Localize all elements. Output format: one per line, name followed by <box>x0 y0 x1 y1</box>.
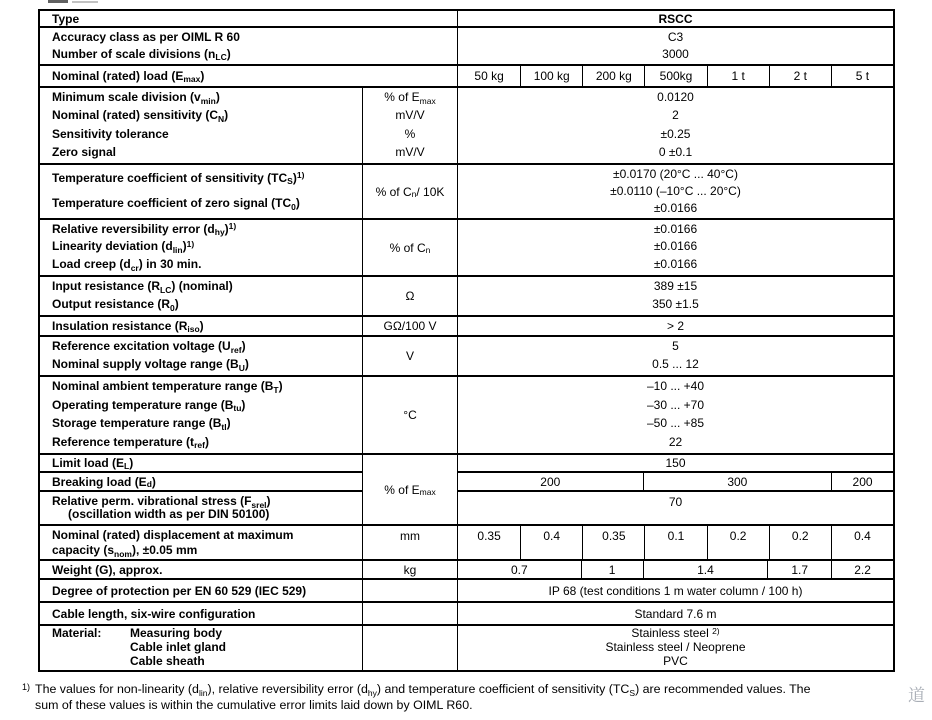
storage-temp-value: –50 ... +85 <box>646 416 705 431</box>
protection-value: IP 68 (test conditions 1 m water column / 100 h) <box>457 580 893 601</box>
linearity-label: Linearity deviation $(d_{lin})^{1)}$ <box>52 238 195 255</box>
load-cell: 200 kg <box>582 66 644 86</box>
tc-zero-value: ±0.0166 <box>653 200 698 215</box>
unit-ohm: Ω <box>362 277 457 315</box>
footnote-line1: The values for non-linearity $(d_{lin})$, relative reversibility error $(d_{hy})$ and temperature coefficient of sensitivity $(TC_S)$ are recommended values. The <box>35 682 811 698</box>
load-cell: 5 t <box>831 66 893 86</box>
section-material <box>40 626 893 670</box>
supply-voltage-value: 0.5 ... 12 <box>652 357 699 371</box>
displacement-cell: 0.4 <box>520 526 582 559</box>
reversibility-value: ±0.0166 <box>653 221 698 236</box>
min-scale-division-value: 0.0120 <box>657 90 694 105</box>
load-cell: 50 kg <box>474 69 504 83</box>
footnote <box>22 681 917 713</box>
tc-sensitivity-value-2: ±0.0110 (–10°C ... 20°C) <box>610 183 741 198</box>
displacement-values <box>458 526 893 559</box>
vibration-label-line2: (oscillation width as per DIN 50100) <box>68 507 270 521</box>
accuracy-class-value: C3 <box>667 29 684 44</box>
unit-pct: % <box>404 126 416 141</box>
reversibility-label: Relative reversibility error $(d_{hy})^{1)}$ <box>52 221 237 238</box>
reference-temp-value: 22 <box>668 434 683 449</box>
nominal-load-label: Nominal (rated) load (E $_{max}$ ) <box>52 69 205 84</box>
row-nominal-load <box>40 66 893 88</box>
material-item-body: Measuring body <box>130 626 223 640</box>
section-resistance <box>40 277 893 317</box>
type-label: Type <box>52 11 80 26</box>
output-resistance-value: 350 ±1.5 <box>652 297 699 311</box>
unit-pct-emax: % of $E_{max}$ <box>384 90 436 106</box>
material-head: Material: <box>52 626 102 640</box>
material-item-gland: Cable inlet gland <box>130 640 227 654</box>
displacement-cell: 0.35 <box>477 529 501 543</box>
displacement-cell: 0.4 <box>831 526 893 559</box>
footnote-marker: 1) <box>22 682 31 692</box>
linearity-value: ±0.0166 <box>653 239 698 254</box>
creep-label: Load creep $(d_{cr})$ in 30 min. <box>52 257 202 273</box>
insulation-label: Insulation resistance (R $_{iso}$ ) <box>52 319 204 334</box>
sensitivity-tolerance-value: ±0.25 <box>660 126 691 141</box>
material-value-body: Stainless steel $^{2)}$ <box>631 625 720 640</box>
row-displacement <box>40 526 893 561</box>
weight-label: Weight (G), approx. <box>52 562 163 577</box>
breaking-cell: 300 <box>643 473 832 490</box>
footnote-line2: sum of these values is within the cumulative error limits laid down by OIML R60. <box>35 698 473 712</box>
protection-unit-empty <box>362 580 457 601</box>
unit-volt: V <box>362 337 457 375</box>
section-load-limits <box>40 455 893 526</box>
type-value: RSCC <box>457 11 893 26</box>
displacement-cell: 0.2 <box>769 526 831 559</box>
nominal-load-values <box>458 66 893 86</box>
unit-mvv: mV/V <box>395 144 425 159</box>
breaking-load-label: Breaking load (E $_d$ ) <box>40 473 362 492</box>
insulation-value: > 2 <box>457 317 893 335</box>
sensitivity-value: 2 <box>672 108 679 123</box>
cable-length-value: Standard 7.6 m <box>457 603 893 624</box>
tc-sensitivity-label: Temperature coefficient of sensitivity $(TC_S)^{1)}$ <box>52 170 305 187</box>
row-protection <box>40 580 893 603</box>
displacement-label-line2: capacity $(s_{nom})$, ±0.05 mm <box>52 543 198 559</box>
zero-signal-label: Zero signal <box>52 144 117 159</box>
vibration-value: 70 <box>668 495 683 509</box>
unit-mvv: mV/V <box>395 108 425 123</box>
accuracy-class-label: Accuracy class as per OIML R 60 <box>52 29 240 44</box>
breaking-load-values <box>458 473 893 490</box>
reference-temp-label: Reference temperature $(t_{ref})$ <box>52 434 209 451</box>
excitation-voltage-label: Reference excitation voltage $(U_{ref})$ <box>52 339 246 355</box>
row-cable-length <box>40 603 893 626</box>
weight-cell: 0.7 <box>511 562 528 577</box>
section-temperature-ranges <box>40 377 893 455</box>
scale-divisions-value: 3000 <box>662 46 689 61</box>
unit-mm: mm <box>362 526 457 559</box>
storage-temp-label: Storage temperature range $(B_{tl})$ <box>52 416 231 432</box>
section-temp-coefficients <box>40 165 893 220</box>
scan-artifact <box>72 1 98 3</box>
weight-cell: 1 <box>581 561 643 578</box>
unit-kg: kg <box>362 561 457 578</box>
limit-load-value: 150 <box>458 455 893 473</box>
min-scale-division-label: Minimum scale division $(v_{min})$ <box>52 90 220 106</box>
weight-cell: 2.2 <box>831 561 893 578</box>
spec-table <box>38 9 895 672</box>
supply-voltage-label: Nominal supply voltage range $(B_U)$ <box>52 357 249 373</box>
limit-load-label: Limit load (E $_L$ ) <box>40 455 362 473</box>
watermark: 道 <box>905 686 924 705</box>
input-resistance-value: 389 ±15 <box>653 279 698 293</box>
breaking-cell: 200 <box>540 474 561 489</box>
unit-gohm: GΩ/100 V <box>362 317 457 335</box>
row-insulation <box>40 317 893 337</box>
output-resistance-label: Output resistance $(R_0)$ <box>52 297 179 313</box>
weight-cell: 1.4 <box>643 561 768 578</box>
operating-temp-label: Operating temperature range $(B_{tu})$ <box>52 397 246 414</box>
row-accuracy-divisions <box>40 28 893 66</box>
cable-unit-empty <box>362 603 457 624</box>
section-signal <box>40 88 893 165</box>
sensitivity-tolerance-label: Sensitivity tolerance <box>52 126 169 141</box>
unit-pct-cn-10k: % of C $_n$ / 10K <box>362 165 457 218</box>
section-errors <box>40 220 893 277</box>
load-cell: 1 t <box>707 66 769 86</box>
load-cell: 100 kg <box>520 66 582 86</box>
displacement-cell: 0.1 <box>644 526 706 559</box>
breaking-cell: 200 <box>831 473 893 490</box>
zero-signal-value: 0 ±0.1 <box>658 144 693 159</box>
displacement-cell: 0.2 <box>707 526 769 559</box>
section-voltage <box>40 337 893 377</box>
cable-length-label: Cable length, six-wire configuration <box>52 606 256 621</box>
weight-values <box>458 561 893 578</box>
input-resistance-label: Input resistance $(R_{LC})$ (nominal) <box>52 279 233 295</box>
operating-temp-value: –30 ... +70 <box>646 397 705 412</box>
tc-zero-label: Temperature coefficient of zero signal $(TC_0)$ <box>52 196 300 212</box>
material-item-sheath: Cable sheath <box>130 654 205 668</box>
row-weight <box>40 561 893 580</box>
row-type <box>40 11 893 28</box>
material-unit-empty <box>362 626 457 670</box>
unit-celsius: °C <box>362 377 457 453</box>
displacement-label-line1: Nominal (rated) displacement at maximum <box>52 528 294 542</box>
load-cell: 500kg <box>644 66 706 86</box>
ambient-temp-value: –10 ... +40 <box>646 379 705 394</box>
vibration-label-line1: Relative perm. vibrational stress $(F_{srel})$ <box>52 494 271 510</box>
sensitivity-label: Nominal (rated) sensitivity $(C_N)$ <box>52 108 229 124</box>
unit-pct-emax: % of E $_{max}$ <box>362 455 457 524</box>
ambient-temp-label: Nominal ambient temperature range $(B_T)$ <box>52 379 283 395</box>
creep-value: ±0.0166 <box>653 257 698 272</box>
protection-label: Degree of protection per EN 60 529 (IEC 529) <box>52 583 307 598</box>
tc-sensitivity-value-1: ±0.0170 (20°C ... 40°C) <box>613 166 738 181</box>
load-cell: 2 t <box>769 66 831 86</box>
material-value-gland: Stainless steel / Neoprene <box>605 640 746 654</box>
unit-pct-cn: % of C $_n$ <box>362 220 457 275</box>
excitation-voltage-value: 5 <box>672 339 679 353</box>
scan-artifact <box>48 0 68 3</box>
scale-divisions-label: Number of scale divisions $(n_{LC})$ <box>52 46 231 62</box>
material-value-sheath: PVC <box>663 654 688 668</box>
displacement-cell: 0.35 <box>582 526 644 559</box>
weight-cell: 1.7 <box>767 561 831 578</box>
